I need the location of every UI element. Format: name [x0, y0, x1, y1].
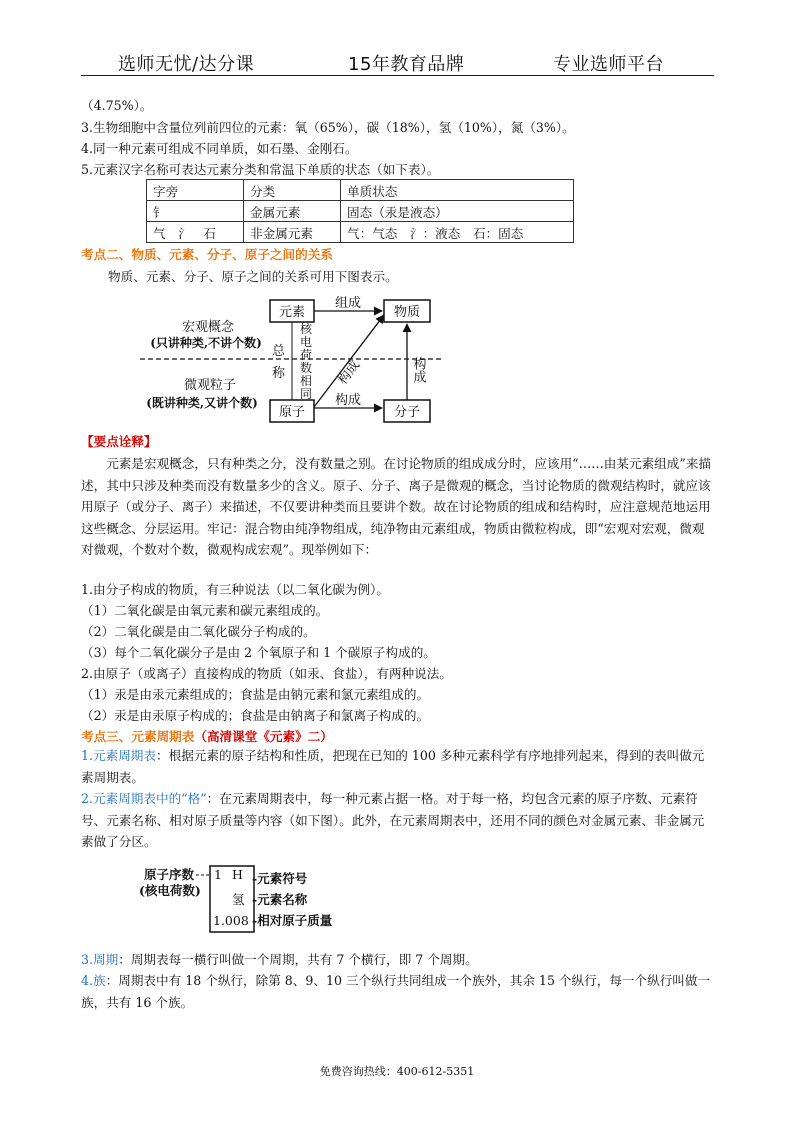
- table-cell: 气 氵 石: [147, 222, 244, 243]
- element-cell-diagram: [130, 862, 390, 934]
- cell-mass: 1.008: [213, 913, 249, 928]
- table-cell: 固态（汞是液态）: [341, 201, 574, 222]
- table-cell: 气：气态 氵：液态 石：固态: [341, 222, 574, 243]
- nuclear-char: 相: [300, 374, 313, 388]
- cell-name: 氢: [232, 892, 245, 907]
- mass-label: -相对原子质量: [252, 913, 333, 928]
- text-line: 1.由分子构成的物质，有三种说法（以二氧化碳为例）。: [81, 582, 389, 597]
- keypoints-title: 【要点诠释】: [81, 434, 157, 449]
- element-name-table: [146, 179, 574, 243]
- nuclear-char: 同: [300, 387, 313, 401]
- matter-label: 物质: [393, 305, 421, 320]
- text-line: 2.由原子（或离子）直接构成的物质（如汞、食盐），有两种说法。: [81, 666, 452, 681]
- atom-label: 原子: [278, 405, 306, 420]
- arrow-label: 构成: [334, 393, 362, 408]
- micro-title: 微观粒子: [183, 378, 237, 393]
- item-text: ：根据元素的原子结构和性质，把现在已知的 100 多种元素科学有序地排列起来，得到的表叫做元素周期表。: [81, 748, 705, 785]
- total-label-bottom: 称: [272, 366, 286, 381]
- micro-subtitle: (既讲种类,又讲个数): [146, 396, 258, 410]
- symbol-label: -元素符号: [252, 871, 308, 886]
- nuclear-char: 电: [300, 335, 313, 349]
- item-text: ：周期表中有 18 个纵行，除第 8、9、10 三个纵行共同组成一个族外，其余 15 个纵行，每一个纵行叫做一族，共有 16 个族。: [81, 973, 711, 1010]
- nuclear-char: 荷: [300, 348, 313, 362]
- text-line: 5.元素汉字名称可表达元素分类和常温下单质的状态（如下表）。: [81, 162, 440, 177]
- macro-title: 宏观概念: [181, 320, 235, 335]
- nuclear-charge-label: (核电荷数): [139, 883, 201, 898]
- item-label: 3.周期: [81, 952, 119, 967]
- arrow-label: 构成: [410, 357, 426, 383]
- arrow-label: 构成: [335, 357, 364, 388]
- name-label: -元素名称: [252, 892, 308, 907]
- item-text: ：在元素周期表中，每一种元素占据一格。对于每一格，均包含元素的原子序数、元素符号、元素名称、相对原子质量等内容（如下图）。此外，在元素周期表中，还用不同的颜色对金属元素、非金属元素做了分区。: [81, 791, 705, 850]
- item-label: 2.元素周期表中的“格”: [81, 791, 207, 806]
- text-line: 3.生物细胞中含量位列前四位的元素：氧（65%），碳（18%），氢（10%），氮（3%）。: [81, 120, 575, 135]
- cell-number: 1: [214, 867, 222, 882]
- paragraph: [81, 788, 711, 853]
- item-label: 4.族: [81, 973, 106, 988]
- table-row: [147, 222, 574, 243]
- cell-symbol: H: [232, 867, 243, 882]
- section-title-note: （高清课堂《元素》二）: [194, 729, 333, 744]
- header-right: 专业选师平台: [553, 54, 664, 75]
- section-title: 考点二、物质、元素、分子、原子之间的关系: [81, 247, 333, 262]
- section-title: [81, 727, 333, 747]
- macro-subtitle: (只讲种类,不讲个数): [150, 336, 262, 350]
- text-line: （1）二氧化碳是由氧元素和碳元素组成的。: [81, 603, 329, 618]
- item-text: ：周期表每一横行叫做一个周期，共有 7 个横行，即 7 个周期。: [118, 952, 478, 967]
- nuclear-char: 核: [300, 322, 313, 336]
- relationship-diagram: [130, 295, 450, 425]
- paragraph: [81, 950, 478, 970]
- atomic-number-label: 原子序数: [144, 867, 195, 882]
- section-intro: 物质、元素、分子、原子之间的关系可用下图表示。: [108, 269, 398, 284]
- header-center: 15年教育品牌: [348, 54, 465, 75]
- header-left: 选师无忧/达分课: [118, 54, 255, 75]
- section-title-main: 考点三、元素周期表: [81, 729, 195, 744]
- table-cell: 金属元素: [244, 201, 341, 222]
- header-rule: [81, 75, 714, 76]
- text-line: （3）每个二氧化碳分子是由 2 个氧原子和 1 个碳原子构成的。: [81, 645, 436, 660]
- molecule-label: 分子: [393, 405, 421, 420]
- table-row: [147, 201, 574, 222]
- footer-hotline: 免费咨询热线：400-612-5351: [319, 1065, 475, 1078]
- text-line: （2）汞是由汞原子构成的；食盐是由钠离子和氯离子构成的。: [81, 708, 430, 723]
- text-line: （2）二氧化碳是由二氧化碳分子构成的。: [81, 624, 316, 639]
- table-header: 单质状态: [341, 180, 574, 201]
- paragraph: [81, 970, 711, 1013]
- text-line: （4.75%）。: [81, 98, 153, 113]
- table-cell: 钅: [147, 201, 244, 222]
- nuclear-char: 数: [300, 361, 313, 375]
- element-label: 元素: [278, 305, 306, 320]
- keypoints-paragraph: 元素是宏观概念，只有种类之分，没有数量之别。在讨论物质的组成成分时，应该用“……由某元素组成”来描述，其中只涉及种类而没有数量多少的含义。原子、分子、离子是微观的概念，当讨论物质的微观结构时，就应该用原子（或分子、离子）来描述，不仅要讲种类而且要讲个数。故在讨论物质的组成和结构时，应注意规范地运用这些概念、分层运用。牢记：混合物由纯净物组成，纯净物由元素组成，物质由微粒构成，即“宏观对宏观，微观对微观，个数对个数，微观构成宏观”。现举例如下：: [81, 456, 711, 558]
- text-line: 4.同一种元素可组成不同单质，如石墨、金刚石。: [81, 141, 358, 156]
- table-header: 分类: [244, 180, 341, 201]
- item-label: 1.元素周期表: [81, 748, 156, 763]
- table-cell: 非金属元素: [244, 222, 341, 243]
- paragraph: [81, 745, 711, 788]
- total-label-top: 总: [272, 344, 286, 359]
- arrow-label: 组成: [334, 296, 362, 311]
- table-header: 字旁: [147, 180, 244, 201]
- text-line: （1）汞是由汞元素组成的；食盐是由钠元素和氯元素组成的。: [81, 687, 430, 702]
